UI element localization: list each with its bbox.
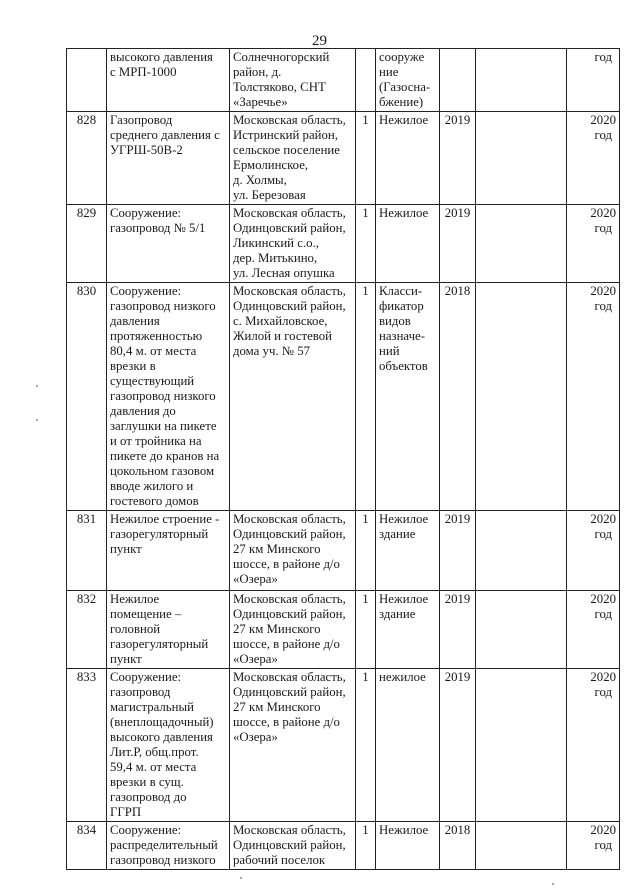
year-cell: 2018 — [440, 283, 476, 511]
address-cell-line: д. Холмы, — [233, 173, 287, 187]
object-name-cell — [107, 591, 230, 669]
plan-year-value: 2020 — [590, 284, 616, 298]
address-cell-line: шоссе, в районе д/о — [233, 557, 340, 571]
object-name-cell-line: Сооружение: — [110, 284, 182, 298]
object-name-cell-line: гостевого домов — [110, 494, 199, 508]
object-name-cell-line: существующий — [110, 374, 195, 388]
plan-year-value: 2020 — [590, 670, 616, 684]
table-row — [67, 511, 620, 591]
object-name-cell-line: газопровод низкого — [110, 389, 216, 403]
row-number-cell — [67, 49, 107, 112]
row-number-cell: 833 — [67, 669, 107, 822]
object-name-cell — [107, 822, 230, 870]
purpose-cell-line: Нежилое — [379, 113, 429, 127]
empty-cell — [476, 591, 567, 669]
address-cell — [230, 49, 356, 112]
quantity-cell: 1 — [356, 283, 376, 511]
address-cell-line: Толстяково, СНТ — [233, 80, 326, 94]
plan-year-value: 2020 — [590, 823, 616, 837]
object-name-cell-line: цокольном газовом — [110, 464, 215, 478]
object-name-cell-line: Сооружение: — [110, 206, 182, 220]
plan-year-unit: год — [594, 50, 612, 64]
address-cell-line: ул. Березовая — [233, 188, 306, 202]
object-name-cell — [107, 112, 230, 205]
address-cell-line: дер. Митькино, — [233, 251, 318, 265]
year-cell: 2019 — [440, 591, 476, 669]
object-name-cell-line: Сооружение: — [110, 670, 182, 684]
scan-speck — [240, 877, 242, 879]
address-cell-line: рабочий поселок — [233, 853, 326, 867]
plan-year-unit: год — [594, 838, 612, 852]
object-name-cell-line: распределительный — [110, 838, 218, 852]
table-row — [67, 822, 620, 870]
row-number-cell: 834 — [67, 822, 107, 870]
address-cell-line: шоссе, в районе д/о — [233, 715, 340, 729]
object-name-cell-line: пикете до кранов на — [110, 449, 220, 463]
table-row — [67, 591, 620, 669]
plan-year-cell — [567, 511, 620, 591]
object-name-cell-line: (внеплощадочный) — [110, 715, 214, 729]
plan-year-cell — [567, 283, 620, 511]
purpose-cell-line: фикатор — [379, 299, 424, 313]
quantity-cell: 1 — [356, 112, 376, 205]
purpose-cell — [376, 112, 440, 205]
purpose-cell-line: Нежилое — [379, 512, 429, 526]
purpose-cell-line: (Газосна- — [379, 80, 431, 94]
table-row — [67, 112, 620, 205]
address-cell — [230, 591, 356, 669]
object-name-cell-line: высокого давления — [110, 730, 213, 744]
plan-year-value: 2020 — [590, 592, 616, 606]
plan-year-cell — [567, 822, 620, 870]
object-name-cell-line: давления — [110, 314, 160, 328]
purpose-cell-line: назначе- — [379, 329, 425, 343]
plan-year-cell — [567, 205, 620, 283]
object-name-cell-line: головной — [110, 622, 161, 636]
plan-year-value: 2020 — [590, 206, 616, 220]
object-name-cell-line: и от тройника на — [110, 434, 202, 448]
plan-year-value: 2020 — [590, 512, 616, 526]
plan-year-cell — [567, 591, 620, 669]
object-name-cell — [107, 49, 230, 112]
purpose-cell-line: ний — [379, 344, 400, 358]
address-cell-line: Московская область, — [233, 823, 346, 837]
object-name-cell-line: УГРШ-50В-2 — [110, 143, 183, 157]
purpose-cell-line: здание — [379, 607, 416, 621]
object-name-cell-line: газопровод низкого — [110, 853, 216, 867]
address-cell-line: с. Михайловское, — [233, 314, 328, 328]
object-name-cell-line: Сооружение: — [110, 823, 182, 837]
address-cell-line: Московская область, — [233, 512, 346, 526]
year-cell — [440, 49, 476, 112]
object-name-cell-line: врезки в — [110, 359, 156, 373]
purpose-cell-line: бжение) — [379, 95, 424, 109]
quantity-cell: 1 — [356, 822, 376, 870]
purpose-cell-line: Нежилое — [379, 823, 429, 837]
empty-cell — [476, 822, 567, 870]
plan-year-cell — [567, 112, 620, 205]
address-cell — [230, 511, 356, 591]
registry-body — [67, 49, 620, 870]
purpose-cell-line: здание — [379, 527, 416, 541]
object-name-cell — [107, 205, 230, 283]
object-name-cell — [107, 511, 230, 591]
purpose-cell-line: ние — [379, 65, 399, 79]
page-number: 29 — [312, 33, 327, 49]
purpose-cell — [376, 822, 440, 870]
object-name-cell-line: протяженностью — [110, 329, 203, 343]
object-name-cell-line: пункт — [110, 542, 142, 556]
row-number-cell: 829 — [67, 205, 107, 283]
address-cell-line: 27 км Минского — [233, 542, 321, 556]
object-name-cell-line: давления до — [110, 404, 176, 418]
address-cell-line: Ермолинское, — [233, 158, 309, 172]
address-cell-line: Московская область, — [233, 670, 346, 684]
address-cell-line: Одинцовский район, — [233, 221, 346, 235]
object-name-cell-line: Нежилое строение - — [110, 512, 220, 526]
object-name-cell-line: Нежилое — [110, 592, 160, 606]
address-cell-line: 27 км Минского — [233, 700, 321, 714]
row-number-cell: 830 — [67, 283, 107, 511]
quantity-cell: 1 — [356, 591, 376, 669]
plan-year-unit: год — [594, 128, 612, 142]
purpose-cell-line: Класси- — [379, 284, 423, 298]
object-name-cell-line: помещение – — [110, 607, 182, 621]
object-name-cell-line: с МРП-1000 — [110, 65, 177, 79]
address-cell-line: сельское поселение — [233, 143, 340, 157]
year-cell: 2019 — [440, 112, 476, 205]
object-name-cell-line: вводе жилого и — [110, 479, 194, 493]
quantity-cell: 1 — [356, 669, 376, 822]
table-row — [67, 669, 620, 822]
address-cell-line: Московская область, — [233, 113, 346, 127]
empty-cell — [476, 283, 567, 511]
object-name-cell-line: врезки в сущ. — [110, 775, 184, 789]
purpose-cell-line: объектов — [379, 359, 428, 373]
plan-year-unit: год — [594, 527, 612, 541]
purpose-cell — [376, 669, 440, 822]
address-cell-line: шоссе, в районе д/о — [233, 637, 340, 651]
purpose-cell — [376, 283, 440, 511]
purpose-cell — [376, 49, 440, 112]
object-name-cell-line: 59,4 м. от места — [110, 760, 197, 774]
address-cell-line: «Озера» — [233, 572, 278, 586]
address-cell-line: «Озера» — [233, 652, 278, 666]
plan-year-cell — [567, 669, 620, 822]
address-cell-line: «Озера» — [233, 730, 278, 744]
object-name-cell-line: высокого давления — [110, 50, 213, 64]
address-cell — [230, 112, 356, 205]
object-name-cell-line: магистральный — [110, 700, 194, 714]
address-cell-line: Одинцовский район, — [233, 527, 346, 541]
address-cell — [230, 205, 356, 283]
row-number-cell: 828 — [67, 112, 107, 205]
address-cell-line: Жилой и гостевой — [233, 329, 332, 343]
address-cell-line: Московская область, — [233, 592, 346, 606]
registry-table — [66, 48, 620, 870]
object-name-cell-line: газопровод до — [110, 790, 187, 804]
object-name-cell-line: заглушки на пикете — [110, 419, 217, 433]
empty-cell — [476, 112, 567, 205]
purpose-cell-line: нежилое — [379, 670, 426, 684]
object-name-cell-line: газопровод — [110, 685, 171, 699]
address-cell-line: Московская область, — [233, 284, 346, 298]
year-cell: 2019 — [440, 205, 476, 283]
address-cell-line: Одинцовский район, — [233, 685, 346, 699]
table-row — [67, 49, 620, 112]
address-cell-line: Одинцовский район, — [233, 607, 346, 621]
empty-cell — [476, 205, 567, 283]
object-name-cell-line: газорегуляторный — [110, 527, 209, 541]
object-name-cell-line: 80,4 м. от места — [110, 344, 197, 358]
plan-year-unit: год — [594, 607, 612, 621]
object-name-cell-line: пункт — [110, 652, 142, 666]
empty-cell — [476, 49, 567, 112]
address-cell-line: Московская область, — [233, 206, 346, 220]
object-name-cell-line: газопровод низкого — [110, 299, 216, 313]
year-cell: 2019 — [440, 511, 476, 591]
object-name-cell-line: ГГРП — [110, 805, 142, 819]
row-number-cell: 832 — [67, 591, 107, 669]
plan-year-unit: год — [594, 299, 612, 313]
empty-cell — [476, 511, 567, 591]
scan-speck — [36, 419, 38, 421]
year-cell: 2018 — [440, 822, 476, 870]
address-cell-line: Одинцовский район, — [233, 299, 346, 313]
address-cell-line: Солнечногорский — [233, 50, 330, 64]
scan-speck — [36, 385, 38, 387]
address-cell-line: Ликинский с.о., — [233, 236, 319, 250]
empty-cell — [476, 669, 567, 822]
object-name-cell-line: газопровод № 5/1 — [110, 221, 206, 235]
row-number-cell: 831 — [67, 511, 107, 591]
purpose-cell — [376, 511, 440, 591]
address-cell — [230, 283, 356, 511]
plan-year-value: 2020 — [590, 113, 616, 127]
plan-year-cell — [567, 49, 620, 112]
table-row — [67, 283, 620, 511]
scan-speck — [552, 883, 554, 885]
address-cell — [230, 822, 356, 870]
plan-year-unit: год — [594, 221, 612, 235]
purpose-cell — [376, 591, 440, 669]
object-name-cell — [107, 283, 230, 511]
purpose-cell-line: сооруже — [379, 50, 425, 64]
purpose-cell — [376, 205, 440, 283]
object-name-cell — [107, 669, 230, 822]
address-cell-line: 27 км Минского — [233, 622, 321, 636]
address-cell-line: Одинцовский район, — [233, 838, 346, 852]
address-cell-line: «Заречье» — [233, 95, 288, 109]
purpose-cell-line: видов — [379, 314, 411, 328]
address-cell-line: ул. Лесная опушка — [233, 266, 335, 280]
object-name-cell-line: газорегуляторный — [110, 637, 209, 651]
object-name-cell-line: среднего давления с — [110, 128, 220, 142]
year-cell: 2019 — [440, 669, 476, 822]
object-name-cell-line: Газопровод — [110, 113, 173, 127]
address-cell-line: район, д. — [233, 65, 282, 79]
table-row — [67, 205, 620, 283]
quantity-cell: 1 — [356, 511, 376, 591]
object-name-cell-line: Лит.Р, общ.прот. — [110, 745, 199, 759]
quantity-cell — [356, 49, 376, 112]
plan-year-unit: год — [594, 685, 612, 699]
quantity-cell: 1 — [356, 205, 376, 283]
purpose-cell-line: Нежилое — [379, 592, 429, 606]
address-cell — [230, 669, 356, 822]
address-cell-line: Истринский район, — [233, 128, 338, 142]
address-cell-line: дома уч. № 57 — [233, 344, 310, 358]
purpose-cell-line: Нежилое — [379, 206, 429, 220]
